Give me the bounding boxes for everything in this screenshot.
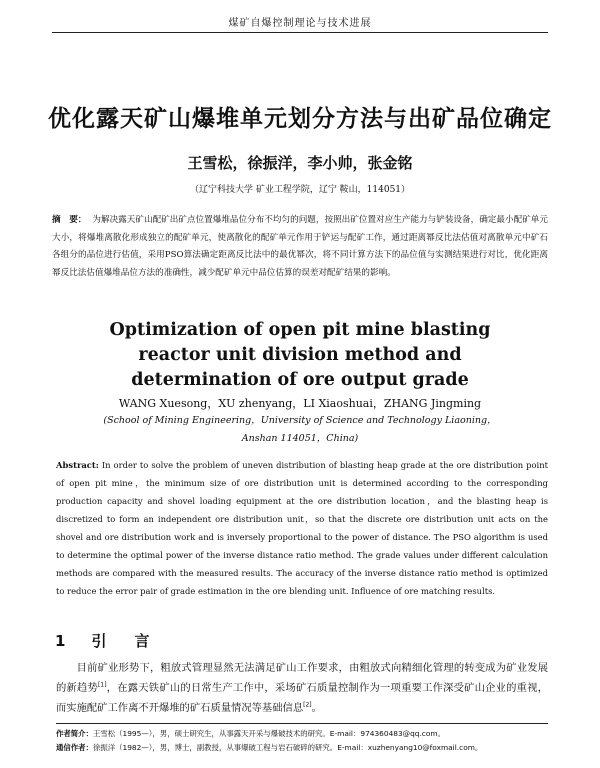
footnote-corresponding-text: 徐振洋（1982—），男，博士，副教授，从事爆破工程与岩石破碎的研究。E-mail：xuzhenyang10@foxmail.com。 bbox=[92, 743, 483, 752]
citation-ref: [2] bbox=[303, 701, 312, 709]
footnote-corresponding-label: 通信作者： bbox=[56, 743, 93, 752]
footnote-author bbox=[56, 727, 548, 741]
chinese-abstract-text: 为解决露天矿山配矿出矿点位置爆堆品位分布不均匀的问题，按照出矿位置对应生产能力与铲装设备，确定最小配矿单元大小，将爆堆离散化形成独立的配矿单元，使离散化的配矿单元作用于铲运与配矿工作，通过距离幂反比法估值对离散单元中矿石各组分的品位进行估值，采用PSO算法确定距离反比法中的最优幂次，将不同计算方法下的品位值与实测结果进行对比，优化距离幂反比法估值爆堆品位方法的准确性，减少配矿单元中品位估算的误差对配矿结果的影响。 bbox=[52, 215, 548, 278]
section-number: 1 bbox=[55, 632, 66, 650]
chinese-affiliation: （辽宁科技大学 矿业工程学院，辽宁 鞍山，114051） bbox=[189, 185, 411, 195]
chinese-abstract-label: 摘 要： bbox=[52, 215, 87, 225]
english-affiliation bbox=[0, 412, 600, 448]
footnote-corresponding bbox=[56, 741, 548, 755]
english-abstract-text: In order to solve the problem of uneven distribution of blasting heap grade at the ore distribution point of open pit mine，the minimum size of ore distribution unit is determined according to the corresponding production capacity and shovel loading equipment at the ore distribution location，and the blasting heap is discretized to form an independent ore distribution unit，so that the discrete ore distribution unit acts on the shovel and ore distribution work and is inversely proportional to the power of distance. The PSO algorithm is used to determine the optimal power of the inverse distance ratio method. The grade values under different calculation methods are compared with the measured results. The accuracy of the inverse distance ratio method is optimized to reduce the error pair of grade estimation in the ore blending unit. Influence of ore matching results. bbox=[56, 460, 548, 596]
body-text-segment: 。 bbox=[311, 702, 322, 714]
english-abstract bbox=[56, 456, 548, 600]
footnotes bbox=[56, 727, 548, 755]
english-abstract-label: Abstract: bbox=[56, 460, 99, 470]
section-title: 引言 bbox=[91, 632, 178, 650]
running-header: 煤矿自爆控制理论与技术进展 bbox=[228, 18, 372, 29]
body-text-segment: 目前矿业形势下，粗放式管理显然无法满足矿山工作要求，由粗放式向精细化管理的转变成为矿业发展的新趋势 bbox=[56, 662, 548, 694]
body-text-segment: ，在露天铁矿山的日常生产工作中，采场矿石质量控制作为一项重要工作深受矿山企业的重视，而实施配矿工作离不开爆堆的矿石质量情况等基础信息 bbox=[56, 682, 549, 714]
english-authors: WANG Xuesong，XU zhenyang，LI Xiaoshuai，ZHANG Jingming bbox=[118, 397, 482, 410]
citation-ref: [1] bbox=[98, 681, 107, 689]
english-title-line: determination of ore output grade bbox=[131, 370, 469, 390]
english-affiliation-line: Anshan 114051，China) bbox=[241, 433, 359, 444]
english-title-line: Optimization of open pit mine blasting bbox=[109, 320, 491, 340]
chinese-authors: 王雪松，徐振洋，李小帅，张金铭 bbox=[187, 154, 413, 172]
english-title-line: reactor unit division method and bbox=[138, 345, 462, 365]
english-affiliation-line: (School of Mining Engineering，University of Science and Technology Liaoning， bbox=[103, 415, 497, 426]
footnote-rule bbox=[56, 723, 548, 724]
chinese-abstract bbox=[52, 212, 548, 282]
english-title bbox=[0, 318, 600, 393]
section-heading bbox=[55, 630, 177, 651]
footnote-author-text: 王雪松（1995—），男，硕士研究生，从事露天开采与爆破技术的研究。E-mail：974360483@qq.com。 bbox=[92, 729, 445, 738]
section-body bbox=[56, 658, 548, 718]
footnote-author-label: 作者简介： bbox=[56, 729, 93, 738]
header-rule bbox=[52, 32, 548, 33]
chinese-title: 优化露天矿山爆堆单元划分方法与出矿品位确定 bbox=[48, 106, 552, 132]
